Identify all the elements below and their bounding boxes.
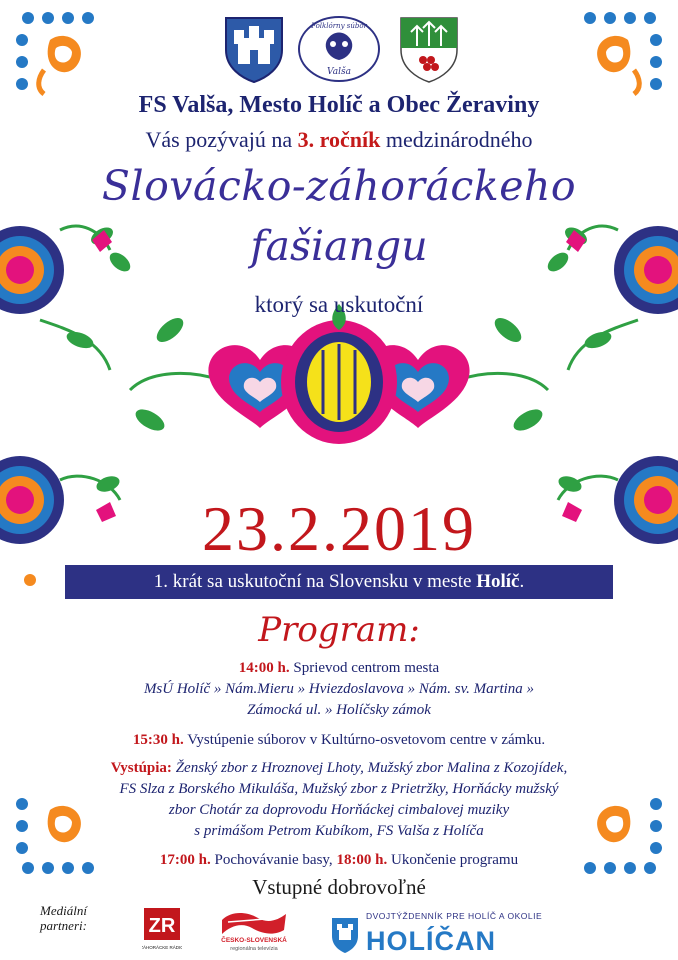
performers-line3: zbor Chotár za doprovodu Horňáckej cimbalovej muziky bbox=[168, 802, 510, 818]
program-item-1 bbox=[40, 658, 638, 721]
performers-line4: s primášom Petrom Kubíkom, FS Valša z Holíča bbox=[194, 823, 484, 839]
program-heading: Program: bbox=[258, 610, 420, 650]
program-text: Sprievod centrom mesta bbox=[289, 660, 440, 676]
central-flower-ornament bbox=[110, 300, 568, 460]
program-text: Pochovávanie basy, bbox=[210, 852, 337, 868]
svg-text:ZR: ZR bbox=[148, 915, 176, 937]
svg-text:HOLÍČAN: HOLÍČAN bbox=[366, 926, 496, 954]
cs-regional-tv-logo bbox=[218, 908, 290, 952]
program-text: Vystúpenie súborov v Kultúrno-osvetovom centre v zámku. bbox=[183, 732, 546, 748]
invite-suffix: medzinárodného bbox=[380, 127, 533, 152]
program-time: 17:00 h. bbox=[159, 852, 211, 868]
banner-city: Holíč bbox=[476, 571, 520, 592]
holican-logo bbox=[328, 908, 560, 954]
performers-line1: Ženský zbor z Hroznovej Lhoty, Mužský zbor Malina z Kozojídek, bbox=[171, 760, 568, 776]
svg-text:ČESKO-SLOVENSKÁ: ČESKO-SLOVENSKÁ bbox=[221, 937, 287, 944]
svg-text:regionálna televízia: regionálna televízia bbox=[230, 946, 278, 952]
event-subtitle: ktorý sa uskutoční bbox=[254, 292, 424, 317]
program-item-4 bbox=[40, 850, 638, 871]
program-time: 18:00 h. bbox=[336, 852, 388, 868]
media-partners-label bbox=[40, 903, 87, 933]
edition-highlight: 3. ročník bbox=[297, 127, 381, 152]
svg-text:Folklórny súbor: Folklórny súbor bbox=[311, 22, 367, 30]
program-route-line1: MsÚ Holíč » Nám.Mieru » Hviezdoslavova » Nám. sv. Martina » bbox=[143, 681, 535, 697]
partners-label-line2: partneri: bbox=[40, 918, 87, 933]
invite-prefix: Vás pozývajú na bbox=[145, 127, 298, 152]
program-time: 14:00 h. bbox=[238, 660, 290, 676]
partners-label-line1: Mediální bbox=[40, 903, 87, 918]
first-time-banner bbox=[65, 565, 613, 599]
event-title-line2: fašiangu bbox=[250, 222, 428, 270]
program-route-line2: Zámocká ul. » Holíčsky zámok bbox=[247, 702, 431, 718]
zeraviny-crest-icon bbox=[397, 14, 461, 84]
svg-text:DVOJTÝŽDENNÍK PRE HOLÍČ A OKOL: DVOJTÝŽDENNÍK PRE HOLÍČ A OKOLIE bbox=[366, 911, 543, 921]
entry-fee-note: Vstupné dobrovoľné bbox=[252, 875, 426, 899]
event-title-line1: Slovácko-záhoráckeho bbox=[101, 162, 577, 210]
svg-text:Valša: Valša bbox=[327, 67, 351, 77]
organizers-line: FS Valša, Mesto Holíč a Obec Žeraviny bbox=[138, 92, 540, 118]
valsa-emblem-icon bbox=[297, 14, 381, 84]
zahoracke-radio-logo bbox=[142, 906, 182, 952]
performers-line2: FS Slza z Borského Mikuláša, Mužský zbor z Prietržky, Horňácky mužský bbox=[119, 781, 559, 797]
program-item-2 bbox=[40, 730, 638, 751]
event-date: 23.2.2019 bbox=[202, 493, 476, 564]
program-performers bbox=[40, 758, 638, 842]
banner-text: 1. krát sa uskutoční na Slovensku v meste bbox=[153, 571, 477, 592]
performers-label: Vystúpia: bbox=[110, 760, 172, 776]
invitation-line bbox=[0, 127, 678, 153]
svg-text:ZÁHORÁCKE RÁDIO: ZÁHORÁCKE RÁDIO bbox=[142, 945, 182, 950]
holic-crest-icon bbox=[222, 14, 286, 84]
program-time: 15:30 h. bbox=[132, 732, 184, 748]
banner-suffix: . bbox=[519, 571, 525, 592]
program-text: Ukončenie programu bbox=[387, 852, 519, 868]
